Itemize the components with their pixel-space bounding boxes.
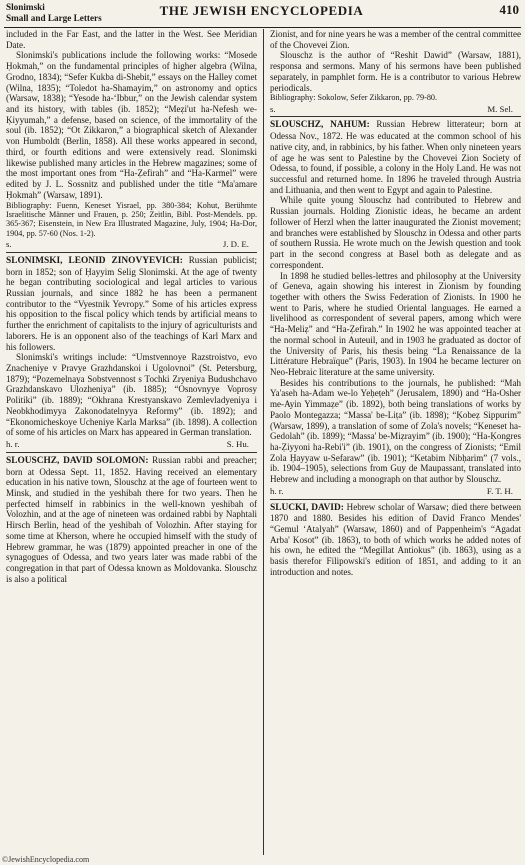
entry-heading: SLONIMSKI, LEONID ZINOVYEVICH:: [6, 255, 183, 266]
author-initials: S. Hu.: [226, 439, 249, 450]
bibliography: Bibliography: Sokolow, Sefer Zikkaron, pp. 79-80.: [270, 93, 438, 103]
signature-code: s.: [6, 239, 12, 250]
paragraph: Slouschz is the author of “Reshit Dawid” (Warsaw, 1881), responsa and sermons. Many of his sermons have been published separately, in pamphlet form. He is a contributor to various Hebrew periodicals.: [270, 50, 521, 93]
author-initials: M. Sel.: [487, 103, 513, 114]
paragraph: Zionist, and for nine years he was a member of the central committee of the Chovevei Zion.: [270, 29, 521, 50]
entry-heading: SLUCKI, DAVID:: [270, 502, 344, 513]
column-divider: [263, 29, 264, 855]
bibliography: Bibliography: Fuenn, Keneset Yisrael, pp. 380-384; Kohut, Berühmte Israelitische Männer und Frauen, p. 250; Zeitlin, Bibl. Post-Mendels. pp. 365-367; Eisenstein, in New Era Illustrated Magazine, July, 1904; Ha-Dor, 1904, pp. 57-60 (Nos. 1-2).: [6, 200, 257, 238]
running-head-line2: Small and Large Letters: [6, 12, 102, 23]
paragraph: included in the Far East, and the latter in the West. See Meridian Date.: [6, 29, 257, 50]
signature-line: [6, 239, 257, 250]
entry: [6, 452, 257, 585]
signature-code: s.: [270, 103, 276, 114]
left-column: [6, 29, 257, 584]
header-rule: [4, 27, 521, 28]
copyright-credit: ©JewishEncyclopedia.com: [2, 855, 90, 864]
right-column: [270, 29, 521, 578]
entry-heading: SLOUSCHZ, NAHUM:: [270, 120, 370, 131]
signature-code: h. r.: [270, 485, 284, 496]
author-initials: J. D. E.: [222, 239, 249, 250]
signature-line: [270, 104, 521, 115]
entry-heading: SLOUSCHZ, DAVID SOLOMON:: [6, 455, 149, 466]
paragraph: Slonimski's writings include: “Umstvennoye Razstroistvo, evo Znacheniye v Pravye Grazhdanskoi i Ugolovnoi” (St. Petersburg, 1879); “Pozemelnaya Sobstvennost s Tochki Zryeniya Budushchavo Grazhdanskavo Ulozheniya” (ib. 1885); “Osnovnyye Voprosy Politiki” (ib. 1889); “Okhrana Krestyanskavo Zemlevladyeniya i Neobkhodimyya Zakonodatelnyya Reformy” (ib. 1892); and “Ekonomicheskoye Ucheniye Karla Marksa” (ib. 1898). A collection of some of his articles on Marx has appeared in German translation.: [6, 352, 257, 438]
entry: [6, 252, 257, 352]
publication-title: THE JEWISH ENCYCLOPEDIA: [159, 3, 364, 18]
author-initials: F. T. H.: [486, 485, 513, 496]
paragraph: Slonimski's publications include the following works: “Mosede Ḥokmah,” on the fundamental principles of higher algebra (Wilna, Grodno, 1834); “Sefer Kukba di-Shebit,” essays on the Halley comet (Wilna, 1835); “Toledot ha-Shamayim,” on astronomy and optics (Warsaw, 1838); “Yesode ha-‘Ibbur,” on the Jewish calendar system and its history, with tables (ib. 1852); “Meẓi'ut ha-Nefesh we-Ḳiyyumah,” a defense, based on science, of the immortality of the soul (ib. 1852); “Ot Zikkaron,” a biographical sketch of Alexander von Humboldt (Berlin, 1858). All these works appeared in second, third, or fourth editions and were extensively read. Slonimski likewise published many articles in the Hebrew magazines; some of the most important ones from “Ha-Ẓefirah” and “Ha-Karmel” were edited by J. L. Sossnitz and published under the title “Ma'amare Ḥokmah” (Warsaw, 1891).: [6, 50, 257, 200]
entry: [270, 116, 521, 195]
entry-text: Hebrew scholar of Warsaw; died there between 1870 and 1880. Besides his edition of David Franco Mendes' “Gemul ‘Atalyah” (Warsaw, 1860) and of Pappenheim's “Agadat Arba' Kosot” (ib. 1863), to both of which works he added notes of his own, he edited the “Megillat Antiokus” (ib. 1863), using as a basis therefor Filipowski's edition of 1851, and adding to it an introduction and notes.: [270, 501, 521, 577]
entry-text: Russian rabbi and preacher; born at Odessa Sept. 11, 1852. Having received an elementary education in his native town, Slouschz at the age of fourteen went to Minsk, and studied in the yeshibah there for two years. Then he perfected himself in rabbinics in the well-known yeshibah of Volozhin, and at the age of nineteen was ordained rabbi by Naphtali Hirsch Berlin, head of the yeshibah of Volozhin. After staying for some time at Kherson, where he occupied himself with the study of Hebrew grammar, he was (1879) appointed preacher in one of the synagogues of Odessa, and two years later was made rabbi of the congregation in that part of Odessa known as Moldovanka. Slouschz is also a political: [6, 454, 258, 584]
entry: [270, 499, 521, 578]
running-head-line1: Slonimski: [6, 2, 45, 12]
paragraph: While quite young Slouschz had contributed to Hebrew and Russian journals. Holding Zionistic ideas, he became an ardent follower of Herzl when the latter inaugurated the Zionist movement; and branches were established by Slouschz in Odessa and other parts of southern Russia. He wrote much on the Jewish question and took part in the second congress at Basel both as delegate and as correspondent.: [270, 195, 521, 270]
paragraph: In 1898 he studied belles-lettres and philosophy at the University of Geneva, again showing his interest in Zionism by founding together with others the Swiss Federation of Zionists. In 1900 he went to Paris, where he studied Oriental languages. He earned a livelihood as correspondent of several papers, among which were “Ha-Meliẓ” and “Ha-Ẓefirah.” In 1902 he was appointed teacher at the normal school in Auteuil, and in 1903 he graduated as doctor of the University of Paris, his thesis being “La Renaissance de la Littérature Hebraïque” (Paris, 1903). In 1904 he became lecturer on Neo-Hebraic literature at the same university.: [270, 270, 521, 377]
entry-text: Russian publicist; born in 1852; son of Ḥayyim Selig Slonimski. At the age of twenty he began contributing sociological and legal articles to various Russian journals, and since 1882 he has been a permanent contributor to the “Vyestnik Yevropy.” Some of his articles express his opposition to the fiscal policy which tends by artificial means to further the enrichment of capitalists to the injury of agriculturists and laborers. He is an opponent also of the teachings of Karl Marx and his followers.: [6, 254, 257, 352]
signature-line: [270, 486, 521, 497]
entry-text: Russian Hebrew litterateur; born at Odessa Nov., 1872. He was educated at the common school of his native city, and, in rabbinics, by his father. When only nineteen years of age he was sent to Palestine by the Chovevei Zion Society of Odessa, to found, if possible, a colony in the Holy Land. He was not successful and returned home. In 1896 he traveled through Austria and Lithuania, and then went to Egypt and again to Palestine.: [270, 119, 522, 195]
page-header: [4, 2, 519, 30]
signature-line: [6, 439, 257, 450]
paragraph: Besides his contributions to the journals, he published: “Mah Ya'aseh ha-Adam we-lo Yeḥeṭeh” (Jerusalem, 1890) and “Ha-Osher me-Ayin Yimmaẓe” (ib. 1892), both being translations of works by Paolo Montegazza; “Massa' be-Liṭa” (ib. 1898); “Ḳobeẓ Sippurim” (Warsaw, 1899), a translation of some of Zola's novels; “Keneset ha-Gedolah” (ib. 1899); “Massa' be-Miẓrayim” (ib. 1900); “Ha-Ḳongres ha-Ẓiyyoni ha-Rebi'i” (ib. 1901), on the congress of Zionists; “Emil Zola Ḥayyaw u-Sefaraw” (ib. 1901); “Ketabim Nibḥarim” (7 vols., ib. 1904–1905), selections from Guy de Maupassant, translated into Hebrew and including a monograph on that author by Slouschz.: [270, 377, 521, 485]
page-number: 410: [499, 2, 519, 17]
signature-code: h. r.: [6, 439, 20, 450]
